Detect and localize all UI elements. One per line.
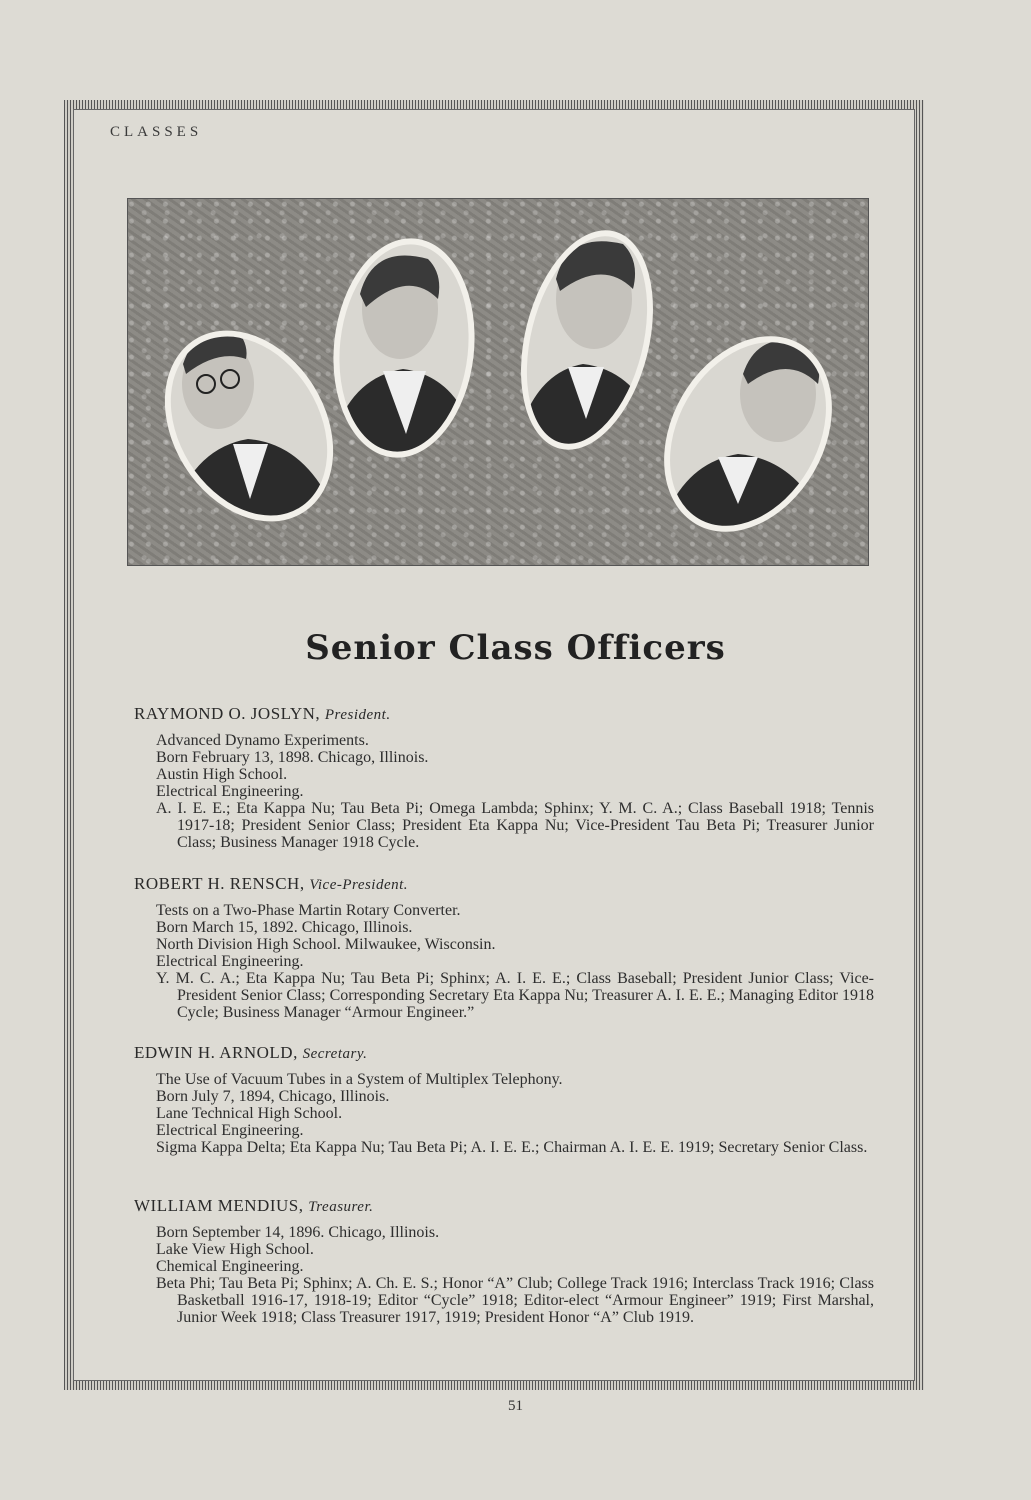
activities-text: Sigma Kappa Delta; Eta Kappa Nu; Tau Beta Pi; A. I. E. E.; Chairman A. I. E. E. 1919; Secretary Senior Class. xyxy=(156,1139,868,1156)
activities-text: Beta Phi; Tau Beta Pi; Sphinx; A. Ch. E. S.; Honor “A” Club; College Track 1916; Interclass Track 1916; Class Basketball 1916-17, 1918-19; Editor “Cycle” 1918; Editor-elect “Armour Engineer” 1919; First Marshal, Junior Week 1918; Class Treasurer 1917, 1919; President Honor “A” Club 1919. xyxy=(156,1275,874,1326)
course-line: Electrical Engineering. xyxy=(156,953,304,970)
officer-photo xyxy=(500,216,675,469)
officer-name-line xyxy=(134,1043,874,1063)
officer-photo xyxy=(130,299,367,559)
officer-entry xyxy=(134,1196,874,1326)
thesis-line: The Use of Vacuum Tubes in a System of Multiplex Telephony. xyxy=(156,1071,563,1088)
activities-text: Y. M. C. A.; Eta Kappa Nu; Tau Beta Pi; Sphinx; A. I. E. E.; Class Baseball; President Junior Class; Vice-President Senior Class; Corresponding Secretary Eta Kappa Nu; Treasurer A. I. E. E.; Managing Editor 1918 Cycle; Business Manager “Armour Engineer.” xyxy=(156,970,874,1021)
thesis-line: Advanced Dynamo Experiments. xyxy=(156,732,369,749)
thesis-line: Tests on a Two-Phase Martin Rotary Converter. xyxy=(156,902,461,919)
course-line: Electrical Engineering. xyxy=(156,1122,304,1139)
officer-photo xyxy=(630,306,866,562)
officer-name-line xyxy=(134,874,874,894)
birth-line: Born September 14, 1896. Chicago, Illinois. xyxy=(156,1224,440,1241)
officer-name: RAYMOND O. JOSLYN, xyxy=(134,704,321,723)
school-line: North Division High School. Milwaukee, Wisconsin. xyxy=(156,936,496,953)
officer-role: President. xyxy=(324,707,391,723)
school-line: Lake View High School. xyxy=(156,1241,314,1258)
birth-line: Born March 15, 1892. Chicago, Illinois. xyxy=(156,919,413,936)
course-line: Chemical Engineering. xyxy=(156,1258,304,1275)
school-line: Lane Technical High School. xyxy=(156,1105,343,1122)
school-line: Austin High School. xyxy=(156,766,288,783)
officer-name: EDWIN H. ARNOLD, xyxy=(134,1043,298,1062)
activities-text: A. I. E. E.; Eta Kappa Nu; Tau Beta Pi; Omega Lambda; Sphinx; Y. M. C. A.; Class Baseball 1918; Tennis 1917-18; President Senior Class; President Eta Kappa Nu; Vice-President Tau Beta Pi; Treasurer Junior Class; Business Manager 1918 Cycle. xyxy=(156,800,874,851)
birth-line: Born July 7, 1894, Chicago, Illinois. xyxy=(156,1088,390,1105)
section-label: CLASSES xyxy=(110,124,203,140)
officer-photo xyxy=(323,231,485,469)
page-number: 51 xyxy=(508,1398,523,1414)
page-title: Senior Class Officers xyxy=(305,628,726,668)
officer-name-line xyxy=(134,1196,874,1216)
officer-name-line xyxy=(134,704,874,724)
officer-name: ROBERT H. RENSCH, xyxy=(134,874,305,893)
course-line: Electrical Engineering. xyxy=(156,783,304,800)
officer-role: Secretary. xyxy=(302,1046,368,1062)
officer-entry xyxy=(134,874,874,1021)
birth-line: Born February 13, 1898. Chicago, Illinois. xyxy=(156,749,429,766)
officer-role: Treasurer. xyxy=(308,1199,374,1215)
officer-name: WILLIAM MENDIUS, xyxy=(134,1196,304,1215)
officer-photo-panel xyxy=(127,198,869,566)
officer-role: Vice-President. xyxy=(309,877,409,893)
officer-entry xyxy=(134,704,874,851)
officer-entry xyxy=(134,1043,874,1156)
